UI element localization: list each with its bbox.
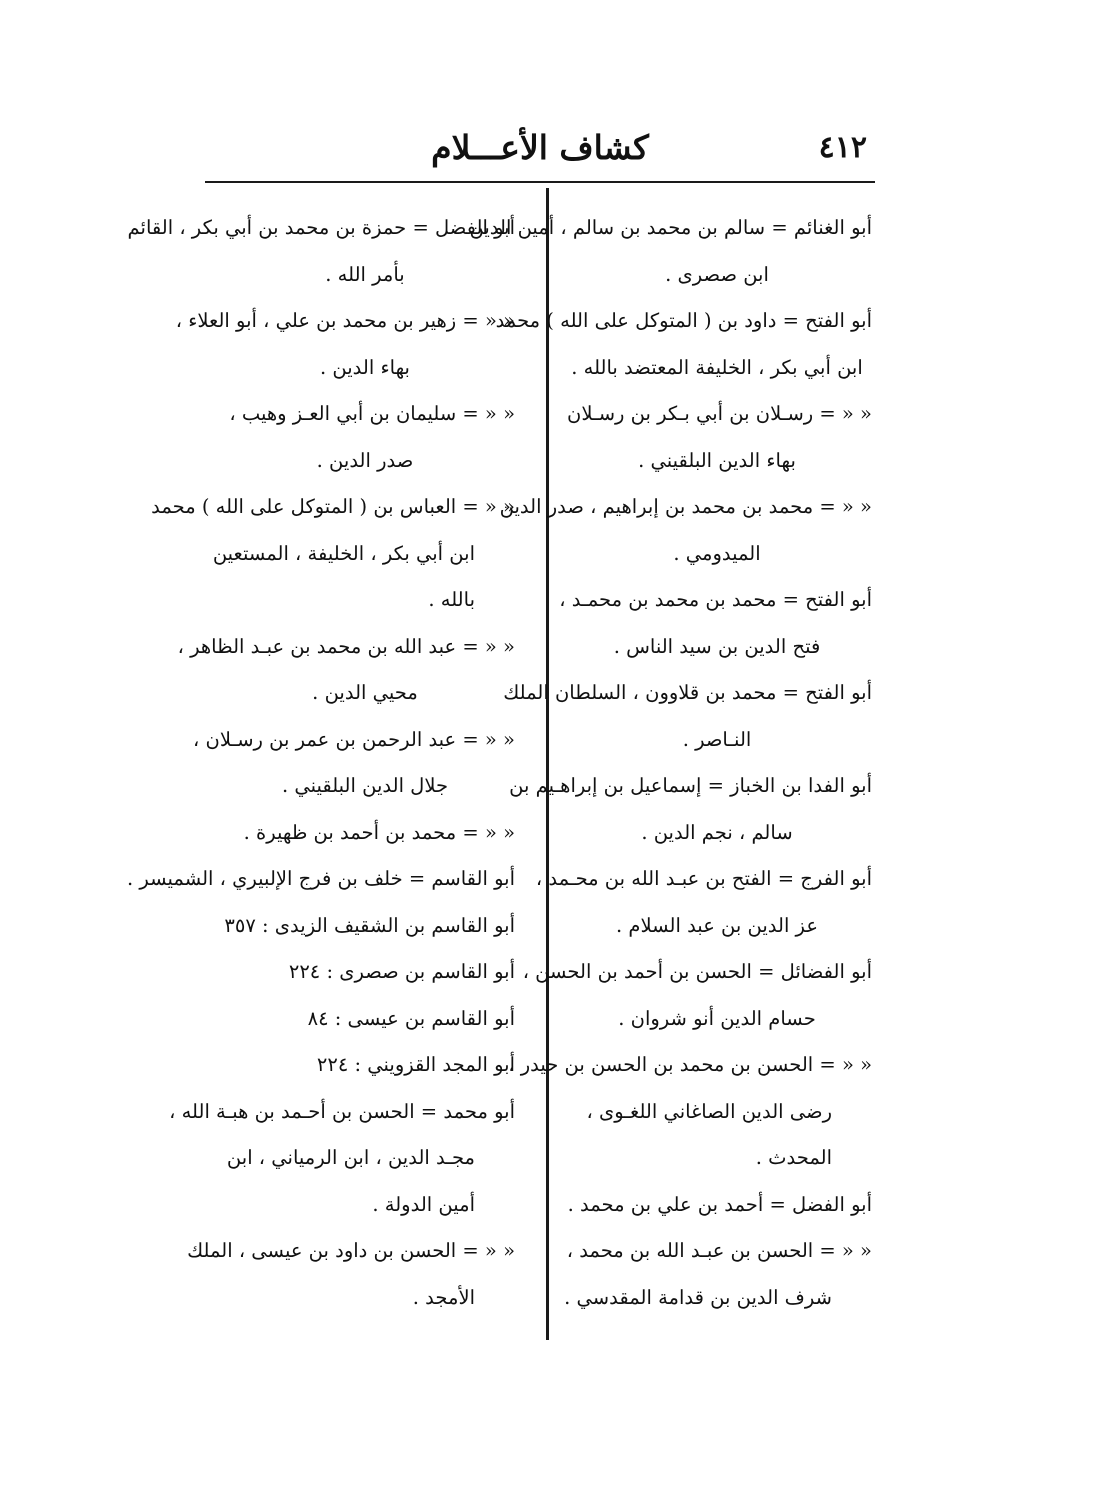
index-entry: [215, 391, 515, 484]
index-entry: [215, 1042, 515, 1089]
index-entry: [193, 717, 515, 810]
entry-continuation: سالم ، نجم الدين .: [641, 820, 793, 844]
entry-line: أبو الفرج = الفتح بن عبـد الله بن محـمد ،: [535, 867, 872, 890]
entry-line: أبو القاسم بن صصرى : ٢٢٤: [288, 960, 515, 983]
entry-line: « « = محمد بن محمد بن إبراهيم ، صدر الدين: [499, 495, 872, 518]
entry-line: أبو القاسم = خلف بن فرج الإلبيري ، الشميسر .: [127, 867, 515, 890]
entry-continuation: محيي الدين .: [312, 681, 418, 704]
right-column: [469, 205, 872, 1335]
entry-line: « « = سليمان بن أبي العـز وهيب ،: [229, 402, 515, 425]
entry-line: أبو الفتح = محمد بن محمد بن محمـد ،: [559, 588, 872, 611]
running-title: كشاف الأعـــلام: [431, 128, 649, 167]
index-entry: [127, 856, 515, 903]
entry-line: « « = الحسن بن محمد بن الحسن بن حيدر ،: [508, 1053, 872, 1076]
entry-continuation: الميدومي .: [673, 541, 761, 565]
page-header: [205, 128, 875, 178]
entry-line: « « = الحسن بن داود بن عيسى ، الملك: [187, 1239, 515, 1262]
page-number: ٤١٢: [818, 130, 867, 165]
index-entry: [215, 949, 515, 996]
index-entry: [503, 670, 872, 763]
entry-continuation: عز الدين بن عبد السلام .: [616, 913, 818, 937]
index-entry: [151, 484, 515, 624]
entry-line: أبو الفضائل = الحسن بن أحمد بن الحسن ،: [522, 960, 872, 983]
index-entry: [169, 1089, 515, 1229]
entry-continuation: بالله .: [428, 588, 475, 611]
index-entry: [559, 577, 872, 670]
entry-continuation: ابن أبي بكر ، الخليفة ، المستعين: [212, 541, 475, 565]
index-entry: [215, 903, 515, 950]
entry-continuation: بهاء الدين .: [320, 355, 410, 379]
index-entry: [187, 1228, 515, 1321]
index-entry: [215, 810, 515, 857]
entry-continuation: حسام الدين أنو شروان .: [618, 1006, 816, 1030]
entry-line: أبو الفضل = حمزة بن محمد بن أبي بكر ، القائم: [127, 216, 515, 239]
entry-line: أبو الفضل = أحمد بن علي بن محمد .: [567, 1192, 872, 1216]
entry-continuation: صدر الدين .: [316, 448, 414, 472]
entry-continuation: مجـد الدين ، ابن الرمياني ، ابن: [226, 1146, 475, 1169]
index-entry: [522, 949, 872, 1042]
index-entry: [499, 484, 872, 577]
index-entry: [509, 763, 872, 856]
index-entry: [215, 996, 515, 1043]
entry-line: أبو الغنائم = سالم بن محمد بن سالم ، أمين الدين: [469, 216, 872, 239]
entry-continuation: رضى الدين الصاغاني اللغـوى ،: [586, 1099, 832, 1123]
entry-line: أبو محمد = الحسن بن أحـمد بن هبـة الله ،: [169, 1099, 515, 1123]
entry-continuation: ابن صصرى .: [665, 262, 769, 286]
entry-continuation: النـاصر .: [682, 727, 752, 751]
entry-continuation: جلال الدين البلقيني .: [281, 774, 449, 797]
entry-line: « « = عبد الرحمن بن عمر بن رسـلان ،: [193, 727, 515, 751]
index-entry: [177, 624, 515, 717]
entry-continuation: بأمر الله .: [325, 262, 405, 286]
header-rule: [205, 181, 875, 183]
index-entry: [562, 1228, 872, 1321]
index-entry: [127, 205, 515, 298]
entry-line: أبو القاسم بن عيسى : ٨٤: [307, 1006, 515, 1030]
entry-continuation: الأمجد .: [412, 1285, 475, 1309]
entry-continuation: أمين الدولة .: [372, 1192, 475, 1216]
index-entry: [535, 856, 872, 949]
left-column: [127, 205, 515, 1335]
entry-line: « « = العباس بن ( المتوكل على الله ) محمد: [151, 495, 515, 518]
entry-line: « « = عبد الله بن محمد بن عبـد الظاهر ،: [177, 634, 515, 658]
entry-continuation: المحدث .: [755, 1146, 832, 1169]
entry-line: « « = محمد بن أحمد بن ظهيرة .: [243, 820, 515, 844]
entry-line: أبو القاسم بن الشقيف الزيدى : ٣٥٧: [224, 913, 515, 937]
entry-continuation: ابن أبي بكر ، الخليفة المعتضد بالله .: [571, 355, 863, 379]
index-entry: [175, 298, 515, 391]
index-entry: [495, 298, 872, 391]
entry-line: « « = زهير بن محمد بن علي ، أبو العلاء ،: [175, 309, 515, 332]
entry-line: « « = رسـلان بن أبي بـكر بن رسـلان: [567, 402, 872, 425]
entry-line: أبو المجد القزويني : ٢٢٤: [316, 1053, 515, 1076]
entry-continuation: بهاء الدين البلقيني .: [638, 448, 796, 472]
index-entry: [562, 1182, 872, 1229]
index-entry: [508, 1042, 872, 1182]
entry-line: « « = الحسن بن عبـد الله بن محمد ،: [566, 1239, 872, 1262]
entry-line: أبو الفتح = داود بن ( المتوكل على الله ) محمد: [495, 309, 872, 332]
entry-line: أبو الفدا بن الخباز = إسماعيل بن إبراهـيم بن: [509, 774, 872, 797]
entry-continuation: شرف الدين بن قدامة المقدسي .: [564, 1285, 832, 1309]
index-entry: [562, 391, 872, 484]
entry-continuation: فتح الدين بن سيد الناس .: [613, 634, 821, 658]
entry-line: أبو الفتح = محمد بن قلاوون ، السلطان الملك: [503, 681, 872, 704]
index-entry: [469, 205, 872, 298]
